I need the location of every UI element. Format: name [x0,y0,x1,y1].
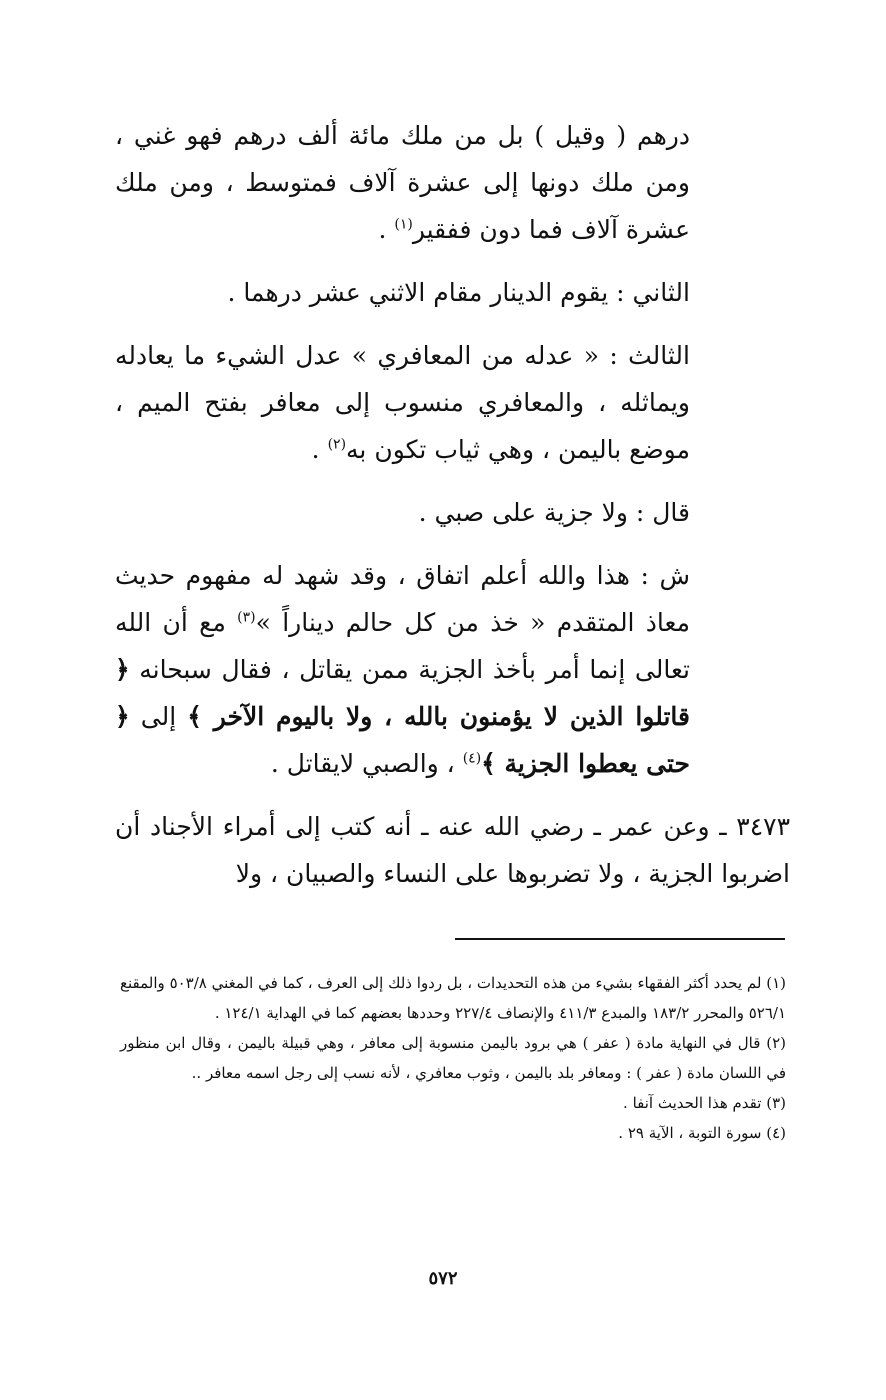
paragraph-2 [115,269,690,316]
hadith-3473-text: ٣٤٧٣ ـ وعن عمر ـ رضي الله عنه ـ أنه كتب إلى أمراء الأجناد أن اضربوا الجزية ، ولا تضربوها على النساء والصبيان ، ولا [115,812,790,888]
footnote-ref-3: (٣) [237,609,256,626]
footnotes [120,968,786,1148]
paragraph-5-part-b: مع أن الله تعالى إنما أمر بأخذ الجزية ممن يقاتل ، فقال سبحانه [115,608,690,684]
paragraph-2-text: الثاني : يقوم الدينار مقام الاثني عشر درهما . [227,278,690,307]
footnote-2: (٢) قال في النهاية مادة ( عفر ) هي برود باليمن منسوبة إلى معافر ، وهي قبيلة باليمن ، وقال ابن منظور في اللسان مادة ( عفر ) : ومعافر بلد باليمن ، وثوب معافري ، لأنه نسب إلى رجل اسمه معافر .. [120,1034,786,1082]
paragraph-5 [115,552,690,787]
paragraph-4 [115,489,690,536]
paragraph-3 [115,332,690,473]
paragraph-3-text: الثالث : « عدله من المعافري » عدل الشيء ما يعادله ويماثله ، والمعافري منسوب إلى معافر بفتح الميم ، موضع باليمن ، وهي ثياب تكون به [115,341,690,464]
footnote-divider [455,938,785,940]
paragraph-5-part-c: إلى [129,702,188,731]
hadith-3473 [115,803,790,897]
footnote-ref-2: (٢) [327,436,347,453]
paragraph-5-part-a: ش : هذا والله أعلم اتفاق ، وقد شهد له مفهوم حديث معاذ المتقدم « خذ من كل حالم ديناراً » [115,561,690,637]
footnote-1: (١) لم يحدد أكثر الفقهاء بشيء من هذه التحديدات ، بل ردوا ذلك إلى العرف ، كما في المغني ٥٠٣/٨ والمقنع ٥٢٦/١ والمحرر ١٨٣/٢ والمبدع ٤١١/٣ والإنصاف ٢٢٧/٤ وحددها بعضهم كما في الهداية ١٢٤/١ . [120,974,786,1022]
main-text [115,112,790,897]
paragraph-4-text: قال : ولا جزية على صبي . [418,498,690,527]
paragraph-1 [115,112,690,253]
quran-quote-1: ﴿ قاتلوا الذين لا يؤمنون بالله ، ولا باليوم الآخر ﴾ [115,655,690,731]
quran-quote-2: ﴿ حتى يعطوا الجزية ﴾ [115,702,690,778]
page-number: ٥٧٢ [428,1268,458,1289]
paragraph-5-part-d: ، والصبي لايقاتل . [270,749,463,778]
paragraph-1-text: درهم ( وقيل ) بل من ملك مائة ألف درهم فهو غني ، ومن ملك دونها إلى عشرة آلاف فمتوسط ، ومن ملك عشرة آلاف فما دون ففقير [115,121,690,244]
footnote-4: (٤) سورة التوبة ، الآية ٢٩ . [618,1124,786,1142]
paragraph-1-end: . [378,215,395,244]
footnote-3: (٣) تقدم هذا الحديث آنفا . [623,1094,786,1112]
footnote-ref-1: (١) [394,216,413,233]
footnote-ref-4: (٤) [462,750,482,767]
paragraph-3-end: . [311,435,328,464]
